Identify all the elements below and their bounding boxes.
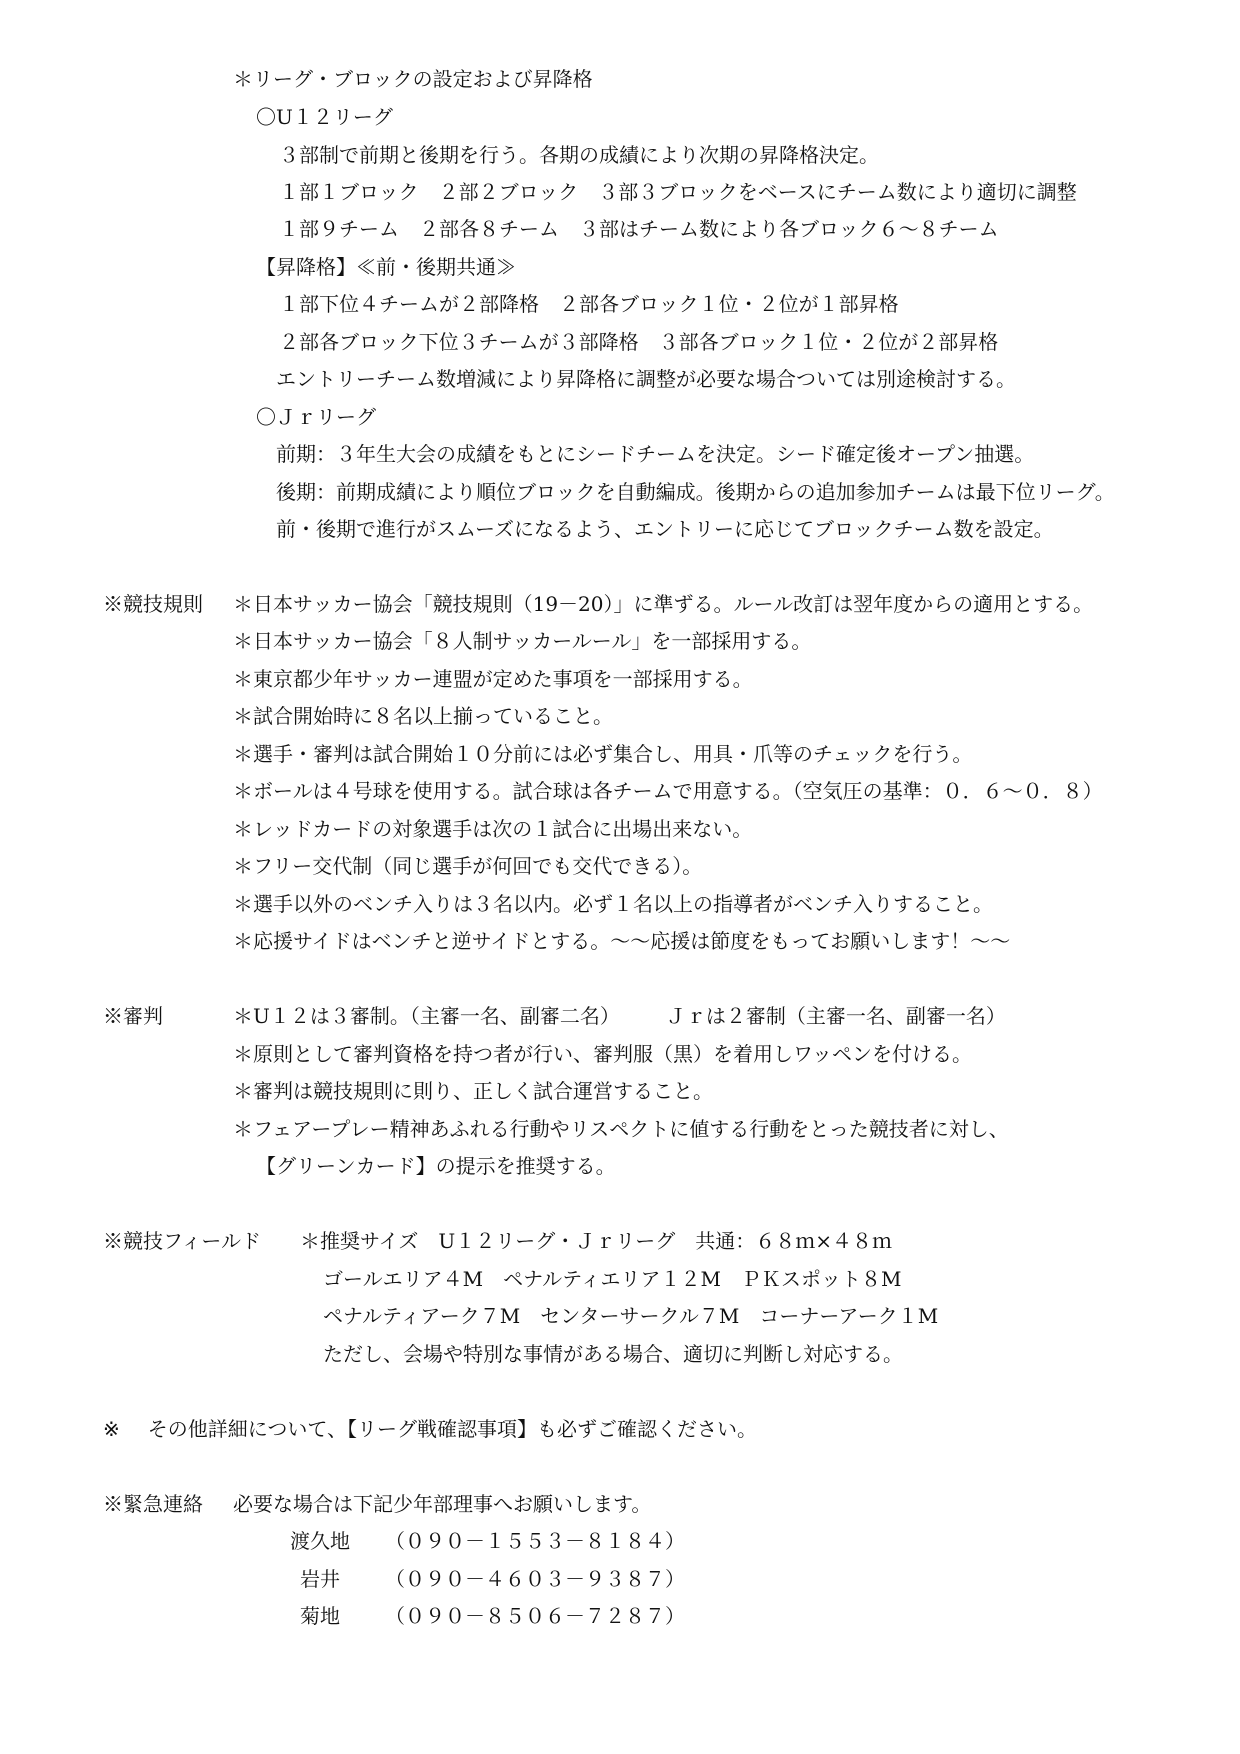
referee-item-2: ＊原則として審判資格を持つ者が行い、審判服（黒）を着用しワッペンを付ける。	[233, 1042, 972, 1066]
rule-item-4: ＊試合開始時に８名以上揃っていること。	[233, 704, 613, 728]
promotion-line-1: １部下位４チームが２部降格 ２部各ブロック１位・２位が１部昇格	[279, 292, 899, 316]
referee-label: ※審判	[103, 1004, 163, 1028]
contact-name: 渡久地	[290, 1529, 350, 1553]
league-heading: ＊リーグ・ブロックの設定および昇降格	[233, 67, 593, 91]
rule-item-7: ＊レッドカードの対象選手は次の１試合に出場出来ない。	[233, 817, 753, 841]
referee-jr-system: Ｊｒは２審制（主審一名、副審一名）	[665, 1004, 1006, 1028]
other-label: ※	[103, 1417, 120, 1441]
contact-row	[290, 1528, 685, 1554]
jr-line-3: 前・後期で進行がスムーズになるよう、エントリーに応じてブロックチーム数を設定。	[276, 517, 1054, 541]
contact-phone: （０９０－４６０３－９３８７）	[385, 1567, 685, 1591]
rules-label: ※競技規則	[103, 592, 203, 616]
u12-league-title: 〇U１２リーグ	[256, 105, 393, 129]
referee-u12-system: ＊U１２は３審制。（主審一名、副審二名）	[233, 1004, 620, 1028]
rule-item-5: ＊選手・審判は試合開始１０分前には必ず集合し、用具・爪等のチェックを行う。	[233, 742, 973, 766]
u12-line-3: １部９チーム ２部各８チーム ３部はチーム数により各ブロック６～８チーム	[279, 217, 999, 241]
entry-note: エントリーチーム数増減により昇降格に調整が必要な場合ついては別途検討する。	[276, 367, 1016, 391]
rule-item-10: ＊応援サイドはベンチと逆サイドとする。～～応援は節度をもってお願いします！～～	[233, 929, 1011, 953]
emergency-text: 必要な場合は下記少年部理事へお願いします。	[233, 1492, 652, 1516]
contact-row	[300, 1566, 685, 1592]
field-label: ※競技フィールド	[103, 1229, 261, 1253]
referee-item-4: ＊フェアープレー精神あふれる行動やリスペクトに値する行動をとった競技者に対し、	[233, 1117, 1009, 1141]
contact-phone: （０９０－８５０６－７２８７）	[385, 1604, 685, 1628]
other-text: その他詳細について、【リーグ戦確認事項】も必ずご確認ください。	[147, 1417, 757, 1441]
jr-league-title: 〇Ｊｒリーグ	[256, 405, 376, 429]
rule-item-3: ＊東京都少年サッカー連盟が定めた事項を一部採用する。	[233, 667, 753, 691]
u12-line-1: ３部制で前期と後期を行う。各期の成績により次期の昇降格決定。	[279, 143, 879, 167]
field-line-3: ただし、会場や特別な事情がある場合、適切に判断し対応する。	[323, 1342, 903, 1366]
field-size-line: ＊推奨サイズ U１２リーグ・Ｊｒリーグ 共通：６８ｍ×４８ｍ	[300, 1229, 893, 1253]
rule-item-8: ＊フリー交代制（同じ選手が何回でも交代できる）。	[233, 854, 703, 878]
green-card-note: 【グリーンカード】の提示を推奨する。	[256, 1154, 616, 1178]
rule-item-6: ＊ボールは４号球を使用する。試合球は各チームで用意する。（空気圧の基準：０．６～０．８）	[233, 779, 1103, 803]
contact-name: 岩井	[300, 1567, 340, 1591]
referee-item-3: ＊審判は競技規則に則り、正しく試合運営すること。	[233, 1079, 713, 1103]
contact-row	[300, 1603, 685, 1629]
rule-item-1: ＊日本サッカー協会「競技規則（19－20）」に準ずる。ルール改訂は翌年度からの適用とする。	[233, 592, 1094, 616]
field-line-2: ペナルティアーク７M センターサークル７M コーナーアーク１M	[323, 1304, 939, 1328]
promotion-line-2: ２部各ブロック下位３チームが３部降格 ３部各ブロック１位・２位が２部昇格	[279, 330, 999, 354]
promotion-title: 【昇降格】≪前・後期共通≫	[256, 255, 516, 279]
other-note	[103, 1416, 757, 1442]
contact-phone: （０９０－１５５３－８１８４）	[385, 1529, 685, 1553]
referee-item-1	[233, 1003, 1006, 1029]
rule-item-2: ＊日本サッカー協会「８人制サッカールール」を一部採用する。	[233, 629, 812, 653]
contact-name: 菊地	[300, 1604, 340, 1628]
jr-line-2: 後期：前期成績により順位ブロックを自動編成。後期からの追加参加チームは最下位リーグ。	[276, 480, 1115, 504]
field-line-1: ゴールエリア４M ペナルティエリア１２M ＰＫスポット８M	[323, 1267, 902, 1291]
emergency-label: ※緊急連絡	[103, 1492, 203, 1516]
rule-item-9: ＊選手以外のベンチ入りは３名以内。必ず１名以上の指導者がベンチ入りすること。	[233, 892, 993, 916]
u12-line-2: １部１ブロック ２部２ブロック ３部３ブロックをベースにチーム数により適切に調整	[279, 180, 1077, 204]
jr-line-1: 前期：３年生大会の成績をもとにシードチームを決定。シード確定後オープン抽選。	[276, 442, 1035, 466]
